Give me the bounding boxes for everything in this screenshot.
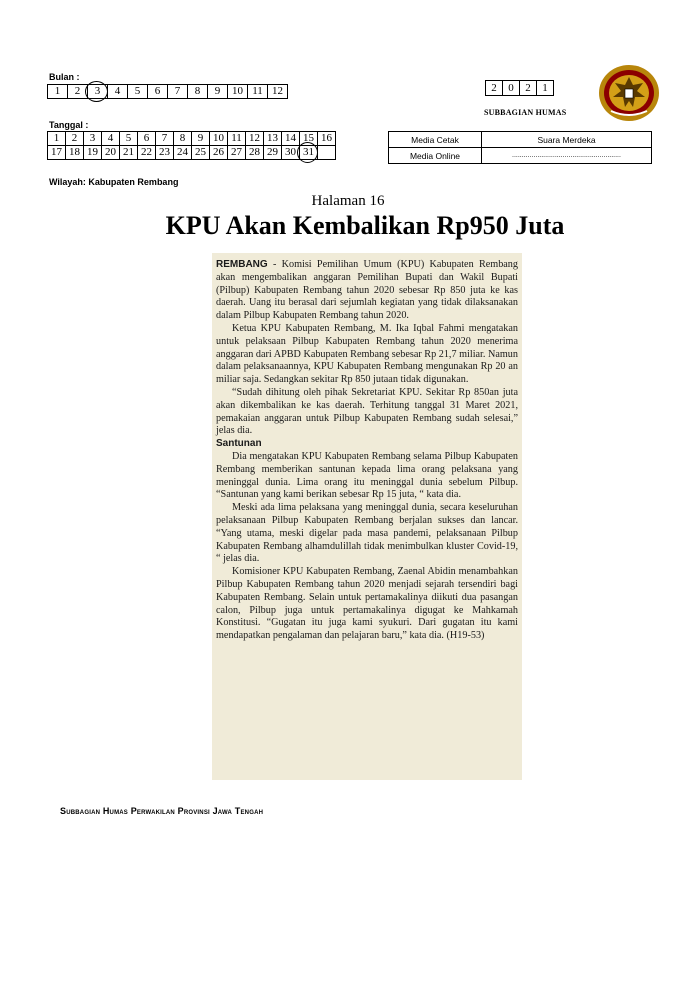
grid-cell: 5 bbox=[120, 132, 138, 146]
date-grid bbox=[47, 131, 336, 160]
grid-cell: 11 bbox=[248, 85, 268, 99]
grid-cell: 8 bbox=[188, 85, 208, 99]
article-dateline: REMBANG bbox=[216, 259, 268, 270]
grid-cell: 21 bbox=[120, 146, 138, 160]
grid-cell: 23 bbox=[156, 146, 174, 160]
article-paragraph: Komisioner KPU Kabupaten Rembang, Zaenal Abidin menambahkan Pilbup Kabupaten Rembang tahun 2020 menjadi sejarah tersendiri bagi Kabupaten Rembang. Selain untuk pertamakalinya diikuti dua pasangan calon, Pilbup juga untuk pertamakalinya digugat ke Mahkamah Konstitusi. “Gugatan itu juga kami syukuri. Dari gugatan itu kami mendapatkan pengalaman dan pelajaran baru,” kata dia. (H19-53) bbox=[216, 566, 518, 642]
article-paragraph: Ketua KPU Kabupaten Rembang, M. Ika Iqbal Fahmi mengatakan untuk pelaksaan Pilbup Kabupaten Rembang tahun 2020 menerima anggaran dari APBD Kabupaten Rembang sebesar Rp 21,7 miliar. Namun dalam pelaksanaannya, KPU Kabupaten Rembang mengunakan Rp 20 an miliar saja. Sedangkan sekitar Rp 850 jutaan tidak digunakan. bbox=[216, 322, 518, 386]
grid-cell: 18 bbox=[66, 146, 84, 160]
page-number: Halaman 16 bbox=[311, 193, 385, 209]
grid-cell: 26 bbox=[210, 146, 228, 160]
selected-circle-icon bbox=[297, 142, 318, 163]
grid-cell: 7 bbox=[168, 85, 188, 99]
subbagian-humas-label: SUBBAGIAN HUMAS bbox=[484, 108, 567, 117]
headline: KPU Akan Kembalikan Rp950 Juta bbox=[165, 211, 565, 240]
grid-cell: 4 bbox=[108, 85, 128, 99]
media-row bbox=[389, 132, 652, 148]
grid-cell: 13 bbox=[264, 132, 282, 146]
grid-cell: 12 bbox=[246, 132, 264, 146]
tanggal-label: Tanggal : bbox=[49, 120, 89, 130]
grid-cell: 6 bbox=[138, 132, 156, 146]
grid-cell: 2 bbox=[66, 132, 84, 146]
grid-cell: 11 bbox=[228, 132, 246, 146]
garuda-emblem-icon bbox=[597, 63, 661, 123]
year-digit: 2 bbox=[520, 81, 537, 96]
grid-cell: 10 bbox=[210, 132, 228, 146]
grid-cell: 27 bbox=[228, 146, 246, 160]
grid-cell: 19 bbox=[84, 146, 102, 160]
grid-cell: 4 bbox=[102, 132, 120, 146]
article-paragraph: Dia mengatakan KPU Kabupaten Rembang selama Pilbup Kabupaten Rembang memberikan santunan kepada lima orang pelaksana yang meninggal dunia. Lima orang itu meninggal dunia sebelum Pilbup. “Santunan yang kami berikan sebesar Rp 15 juta, “ kata dia. bbox=[216, 450, 518, 501]
grid-cell: 22 bbox=[138, 146, 156, 160]
article-text: - Komisi Pemilihan Umum (KPU) Kabupaten Rembang akan mengembalikan anggaran Pemilihan Bupati dan Wakil Bupati (Pilbup) Kabupaten Rembang tahun 2020 sebesar Rp 850 juta ke kas daerah. Uang itu berasal dari sejumlah kegiatan yang tidak dilaksanakan dalam Pilbup Kabupaten Rembang tahun 2020. bbox=[216, 259, 518, 322]
grid-cell: 3 bbox=[88, 85, 108, 99]
article-paragraph bbox=[216, 259, 518, 323]
footer-text: Subbagian Humas Perwakilan Provinsi Jawa Tengah bbox=[60, 806, 264, 816]
grid-cell: 1 bbox=[48, 85, 68, 99]
grid-cell: 29 bbox=[264, 146, 282, 160]
grid-cell: 20 bbox=[102, 146, 120, 160]
article-paragraph: Meski ada lima pelaksana yang meninggal dunia, secara keseluruhan pelaksanaan Pilbup Kabupaten Rembang berjalan sukses dan lancar. “Yang utama, meski digelar pada masa pandemi, pelaksanaan Pilbup Kabupaten Rembang alhamdulillah tidak menimbulkan kluster Covid-19, “ jelas dia. bbox=[216, 502, 518, 565]
month-grid bbox=[47, 84, 288, 99]
grid-cell: 6 bbox=[148, 85, 168, 99]
grid-cell: 15 bbox=[300, 132, 318, 146]
grid-cell: 31 bbox=[300, 146, 318, 160]
grid-cell: 3 bbox=[84, 132, 102, 146]
grid-cell: 17 bbox=[48, 146, 66, 160]
year-digit: 2 bbox=[486, 81, 503, 96]
grid-cell: 24 bbox=[174, 146, 192, 160]
media-row bbox=[389, 148, 652, 164]
grid-cell bbox=[318, 146, 336, 160]
year-digit: 1 bbox=[537, 81, 554, 96]
grid-cell: 2 bbox=[68, 85, 88, 99]
grid-cell: 10 bbox=[228, 85, 248, 99]
grid-cell: 8 bbox=[174, 132, 192, 146]
grid-cell: 9 bbox=[208, 85, 228, 99]
grid-cell: 25 bbox=[192, 146, 210, 160]
selected-circle-icon bbox=[85, 81, 108, 102]
media-type: Media Online bbox=[389, 148, 482, 164]
year-digit: 0 bbox=[503, 81, 520, 96]
grid-cell: 30 bbox=[282, 146, 300, 160]
grid-cell: 28 bbox=[246, 146, 264, 160]
wilayah-label: Wilayah: Kabupaten Rembang bbox=[49, 177, 179, 187]
article-paragraph: “Sudah dihitung oleh pihak Sekretariat KPU. Sekitar Rp 850an juta akan dikembalikan ke kas daerah. Terhitung tanggal 31 Maret 2021, pemakaian anggaran untuk Pilbup Kabupaten Rembang sudah selesai,” jelas dia. bbox=[216, 386, 518, 437]
media-type: Media Cetak bbox=[389, 132, 482, 148]
grid-cell: 5 bbox=[128, 85, 148, 99]
media-table bbox=[388, 131, 652, 164]
grid-cell: 7 bbox=[156, 132, 174, 146]
grid-cell: 14 bbox=[282, 132, 300, 146]
bulan-label: Bulan : bbox=[49, 72, 80, 82]
media-value: Suara Merdeka bbox=[482, 132, 652, 148]
grid-cell: 9 bbox=[192, 132, 210, 146]
grid-cell: 16 bbox=[318, 132, 336, 146]
grid-cell: 1 bbox=[48, 132, 66, 146]
article-subheading: Santunan bbox=[216, 438, 262, 450]
media-value: ........................................................ bbox=[482, 148, 652, 164]
year-box bbox=[485, 80, 554, 96]
grid-cell: 12 bbox=[268, 85, 288, 99]
news-clipping bbox=[212, 253, 522, 780]
